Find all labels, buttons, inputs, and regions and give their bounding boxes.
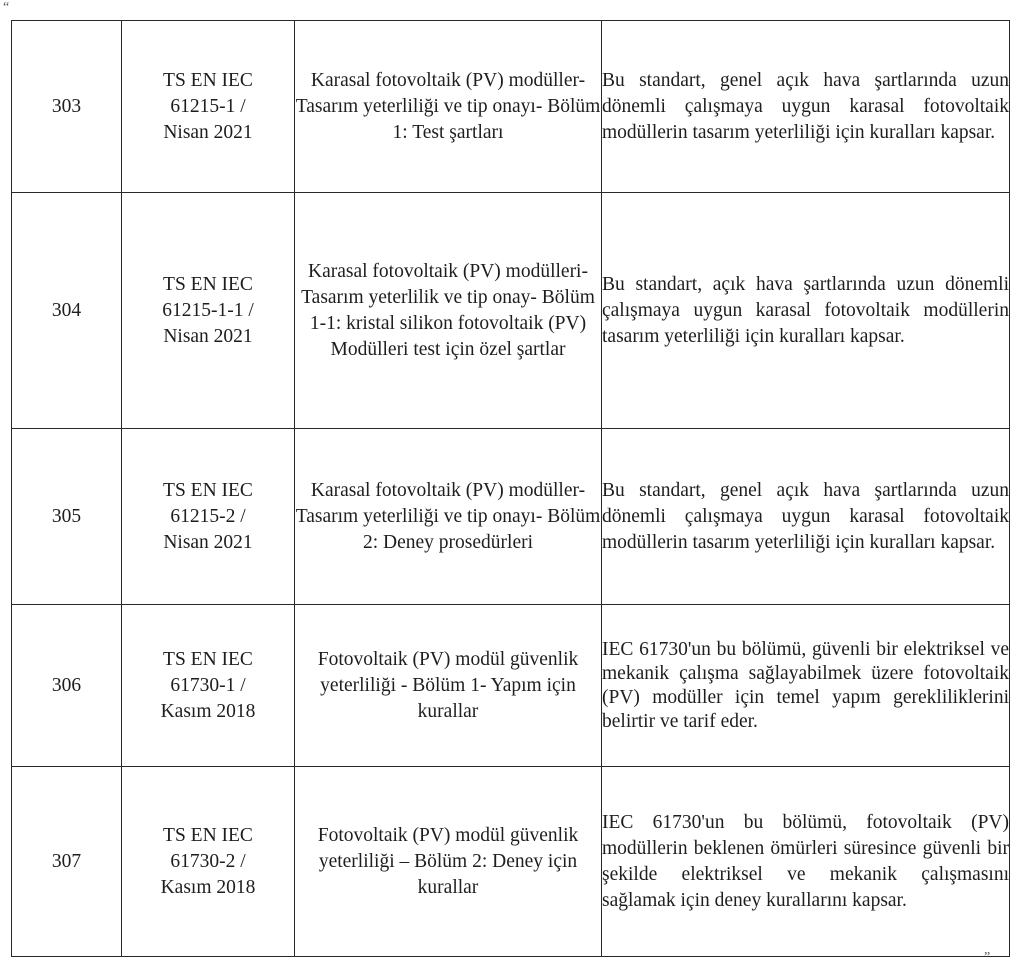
standard-description: IEC 61730'un bu bölümü, fotovoltaik (PV) modüllerin beklenen ömürleri süresince güvenli bir şekilde elektriksel ve mekanik çalışmasını sağlamak için deney kurallarını kapsar. bbox=[602, 767, 1010, 957]
opening-quote-mark: “ bbox=[3, 0, 10, 15]
standard-code bbox=[122, 605, 295, 767]
table-row bbox=[12, 193, 1010, 429]
standard-code-line: 61730-2 / bbox=[170, 850, 246, 872]
standard-code-line: 61215-1-1 / bbox=[162, 299, 254, 321]
standard-code-line: TS EN IEC bbox=[163, 273, 253, 295]
standard-description: Bu standart, genel açık hava şartlarında uzun dönemli çalışmaya uygun karasal fotovoltaik modüllerin tasarım yeterliliği için kuralları kapsar. bbox=[602, 429, 1010, 605]
standard-code bbox=[122, 193, 295, 429]
standard-code-line: 61215-2 / bbox=[170, 505, 246, 527]
standard-code bbox=[122, 429, 295, 605]
standard-title: Karasal fotovoltaik (PV) modülleri-Tasarım yeterlilik ve tip onay- Bölüm 1-1: kristal silikon fotovoltaik (PV) Modülleri test için özel şartlar bbox=[295, 193, 602, 429]
standard-title: Fotovoltaik (PV) modül güvenlik yeterliliği - Bölüm 1- Yapım için kurallar bbox=[295, 605, 602, 767]
row-number: 303 bbox=[12, 21, 122, 193]
row-number: 307 bbox=[12, 767, 122, 957]
standard-title: Karasal fotovoltaik (PV) modüller-Tasarım yeterliliği ve tip onayı- Bölüm 1: Test şartları bbox=[295, 21, 602, 193]
standard-title: Karasal fotovoltaik (PV) modüller-Tasarım yeterliliği ve tip onayı- Bölüm 2: Deney prosedürleri bbox=[295, 429, 602, 605]
table-row bbox=[12, 767, 1010, 957]
table-row bbox=[12, 21, 1010, 193]
standard-code-line: 61730-1 / bbox=[170, 674, 246, 696]
standard-code-line: Nisan 2021 bbox=[163, 121, 253, 143]
standard-description: IEC 61730'un bu bölümü, güvenli bir elektriksel ve mekanik çalışma sağlayabilmek üzere fotovoltaik (PV) modüller için temel yapım gerekliliklerini belirtir ve tarif eder. bbox=[602, 605, 1010, 767]
standard-description: Bu standart, açık hava şartlarında uzun dönemli çalışmaya uygun karasal fotovoltaik modüllerin tasarım yeterliliği için kuralları kapsar. bbox=[602, 193, 1010, 429]
standard-code-line: Nisan 2021 bbox=[163, 531, 253, 553]
table-row bbox=[12, 429, 1010, 605]
standard-description: Bu standart, genel açık hava şartlarında uzun dönemli çalışmaya uygun karasal fotovoltaik modüllerin tasarım yeterliliği için kuralları kapsar. bbox=[602, 21, 1010, 193]
standard-title: Fotovoltaik (PV) modül güvenlik yeterliliği – Bölüm 2: Deney için kurallar bbox=[295, 767, 602, 957]
standard-code-line: Kasım 2018 bbox=[160, 876, 256, 898]
standard-code-line: TS EN IEC bbox=[163, 479, 253, 501]
standard-code bbox=[122, 21, 295, 193]
standard-code bbox=[122, 767, 295, 957]
standard-code-line: TS EN IEC bbox=[163, 69, 253, 91]
standard-code-line: TS EN IEC bbox=[163, 648, 253, 670]
row-number: 304 bbox=[12, 193, 122, 429]
table-row bbox=[12, 605, 1010, 767]
row-number: 305 bbox=[12, 429, 122, 605]
standards-table bbox=[11, 20, 1010, 957]
standard-code-line: TS EN IEC bbox=[163, 824, 253, 846]
row-number: 306 bbox=[12, 605, 122, 767]
standard-code-line: Nisan 2021 bbox=[163, 325, 253, 347]
standard-code-line: 61215-1 / bbox=[170, 95, 246, 117]
standard-code-line: Kasım 2018 bbox=[160, 700, 256, 722]
closing-quote-mark: ” bbox=[984, 950, 991, 965]
